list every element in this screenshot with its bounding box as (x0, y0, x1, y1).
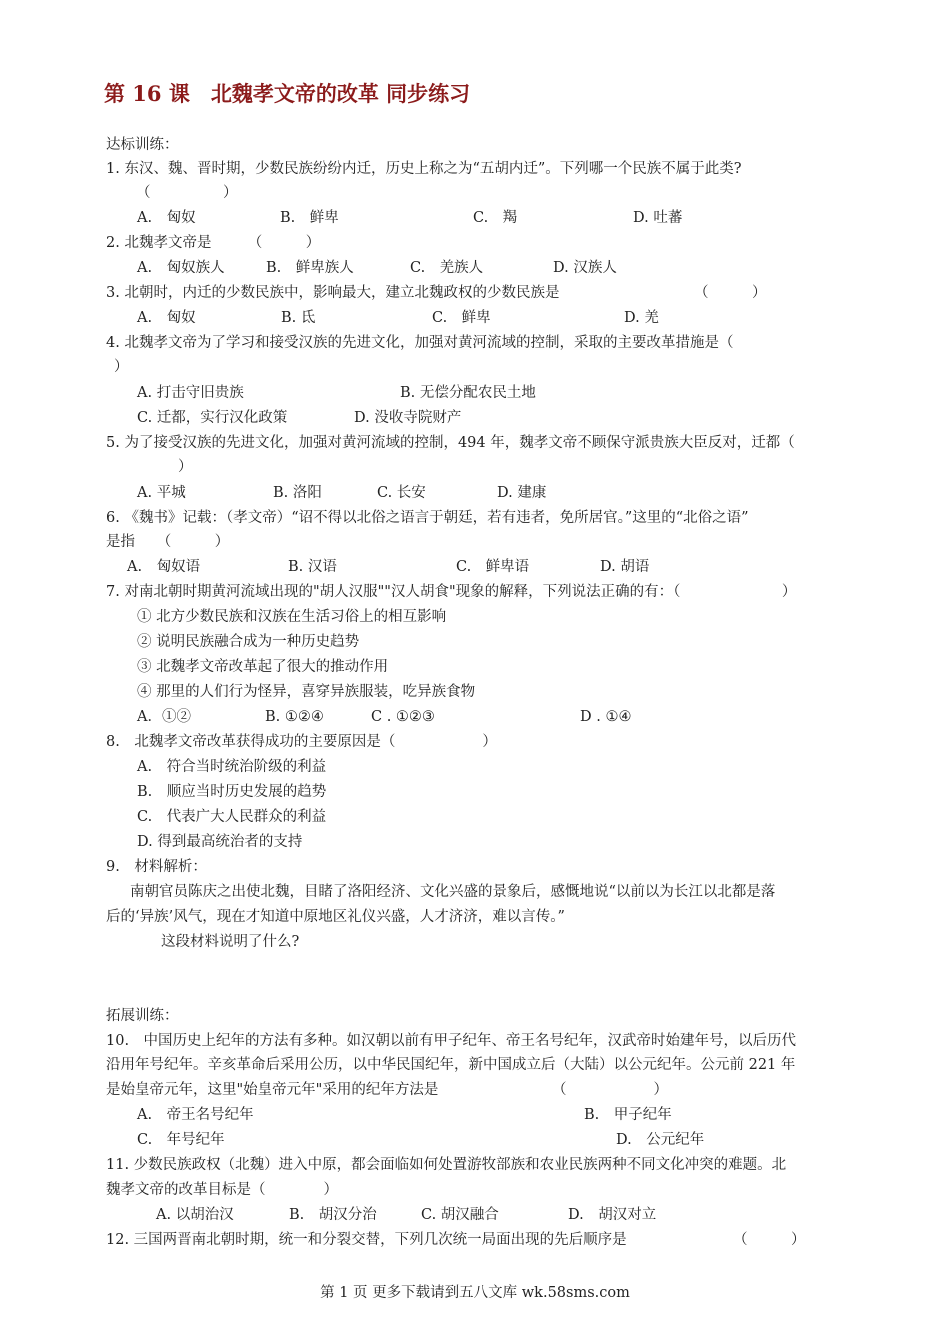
option-d: D. 得到最高统治者的支持 (137, 834, 303, 850)
statement-1: ① 北方少数民族和汉族在生活习俗上的相互影响 (137, 609, 447, 625)
question-10-cont2: 是始皇帝元年，这里"始皇帝元年"采用的纪年方法是 (106, 1082, 439, 1098)
question-11: 11. 少数民族政权（北魏）进入中原，都会面临如何处置游牧部族和农业民族两种不同文化冲突的难题。北 (106, 1157, 787, 1173)
option-c: C. 长安 (377, 485, 426, 501)
option-d: D. 公元纪年 (616, 1132, 705, 1148)
option-c: C. 迁都，实行汉化政策 (137, 410, 288, 426)
option-d: D. 胡汉对立 (568, 1207, 657, 1223)
option-a: A. 匈奴 (137, 310, 196, 326)
material-question: 这段材料说明了什么? (161, 934, 300, 950)
question-4: 4. 北魏孝文帝为了学习和接受汉族的先进文化，加强对黄河流域的控制，采取的主要改革措施是（ (106, 335, 734, 351)
option-a: A. 匈奴语 (127, 559, 201, 575)
question-10-cont: 沿用年号纪年。辛亥革命后采用公历，以中华民国纪年，新中国成立后（大陆）以公元纪年。公元前 221 年 (106, 1057, 796, 1073)
option-d: D. 建康 (497, 485, 547, 501)
statement-3: ③ 北魏孝文帝改革起了很大的推动作用 (137, 659, 389, 675)
option-d: D. 吐蕃 (633, 210, 683, 226)
page-footer: 第 1 页 更多下载请到五八文库 wk.58sms.com (320, 1285, 630, 1301)
option-c: C. 胡汉融合 (421, 1207, 499, 1223)
question-10: 10. 中国历史上纪年的方法有多种。如汉朝以前有甲子纪年、帝王名号纪年，汉武帝时始建年号，以后历代 (106, 1033, 797, 1049)
answer-paren: （ ） (694, 285, 767, 301)
option-d: D. 羌 (624, 310, 659, 326)
option-a: A. 打击守旧贵族 (137, 385, 244, 401)
question-9: 9. 材料解析： (106, 859, 207, 875)
option-a: A. 匈奴 (137, 210, 196, 226)
statement-4: ④ 那里的人们行为怪异，喜穿异族服装，吃异族食物 (137, 684, 476, 700)
option-b: B. 洛阳 (273, 485, 322, 501)
option-b: B. 鲜卑族人 (266, 260, 354, 276)
answer-paren: （ ） (733, 1232, 806, 1248)
option-b: B. 甲子纪年 (584, 1107, 672, 1123)
option-c: C. 羌族人 (410, 260, 484, 276)
option-b: B. 胡汉分治 (289, 1207, 377, 1223)
option-a: A. 帝王名号纪年 (137, 1107, 254, 1123)
option-b: B. 鲜卑 (280, 210, 339, 226)
answer-paren: ） (178, 459, 193, 475)
option-b: B. 氐 (281, 310, 316, 326)
question-11-cont: 魏孝文帝的改革目标是（ ） (106, 1182, 338, 1198)
option-b: B. 无偿分配农民土地 (400, 385, 536, 401)
option-a: A. 平城 (137, 485, 186, 501)
statement-2: ② 说明民族融合成为一种历史趋势 (137, 634, 360, 650)
question-6-cont: 是指 （ ） (106, 534, 230, 550)
option-a: A. 以胡治汉 (156, 1207, 234, 1223)
option-b: B. ①②④ (265, 709, 324, 725)
option-c: C . ①②③ (371, 709, 435, 725)
option-d: D. 汉族人 (553, 260, 617, 276)
option-c: C. 年号纪年 (137, 1132, 225, 1148)
option-d: D. 胡语 (600, 559, 650, 575)
question-6: 6. 《魏书》记载：（孝文帝）“诏不得以北俗之语言于朝廷，若有违者，免所居官。”这里的“北俗之语” (106, 510, 749, 526)
page-title: 第 16 课 北魏孝文帝的改革 同步练习 (104, 81, 471, 106)
material-text-cont: 后的‘异族’风气，现在才知道中原地区礼仪兴盛，人才济济，难以言传。” (106, 909, 565, 925)
question-8: 8. 北魏孝文帝改革获得成功的主要原因是（ ） (106, 734, 497, 750)
section-heading-basic: 达标训练： (106, 137, 179, 153)
question-5: 5. 为了接受汉族的先进文化，加强对黄河流域的控制，494 年，魏孝文帝不顾保守派贵族大臣反对，迁都（ (106, 435, 795, 451)
answer-paren: ） (114, 359, 129, 375)
option-d: D. 没收寺院财产 (354, 410, 462, 426)
material-text: 南朝官员陈庆之出使北魏，目睹了洛阳经济、文化兴盛的景象后，感慨地说“以前以为长江以北都是落 (130, 884, 776, 900)
answer-paren: （ ） (136, 185, 238, 201)
question-3: 3. 北朝时，内迁的少数民族中，影响最大，建立北魏政权的少数民族是 (106, 285, 560, 301)
question-1: 1. 东汉、魏、晋时期，少数民族纷纷内迁，历史上称之为“五胡内迁”。下列哪一个民族不属于此类? (106, 161, 742, 177)
option-a: A. 匈奴族人 (137, 260, 225, 276)
option-c: C. 代表广大人民群众的利益 (137, 809, 327, 825)
question-12: 12. 三国两晋南北朝时期，统一和分裂交替，下列几次统一局面出现的先后顺序是 (106, 1232, 627, 1248)
option-c: C. 鲜卑语 (456, 559, 530, 575)
option-a: A．①② (137, 709, 191, 725)
option-a: A. 符合当时统治阶级的利益 (137, 759, 327, 775)
section-heading-extended: 拓展训练： (106, 1008, 179, 1024)
answer-paren: （ ） (552, 1082, 668, 1098)
option-b: B. 顺应当时历史发展的趋势 (137, 784, 327, 800)
question-2: 2. 北魏孝文帝是 （ ） (106, 235, 321, 251)
option-c: C. 羯 (473, 210, 518, 226)
option-b: B. 汉语 (288, 559, 337, 575)
question-7: 7. 对南北朝时期黄河流域出现的"胡人汉服""汉人胡食"现象的解释，下列说法正确的有：（ ） (106, 584, 797, 600)
option-d: D . ①④ (580, 709, 632, 725)
option-c: C. 鲜卑 (432, 310, 491, 326)
